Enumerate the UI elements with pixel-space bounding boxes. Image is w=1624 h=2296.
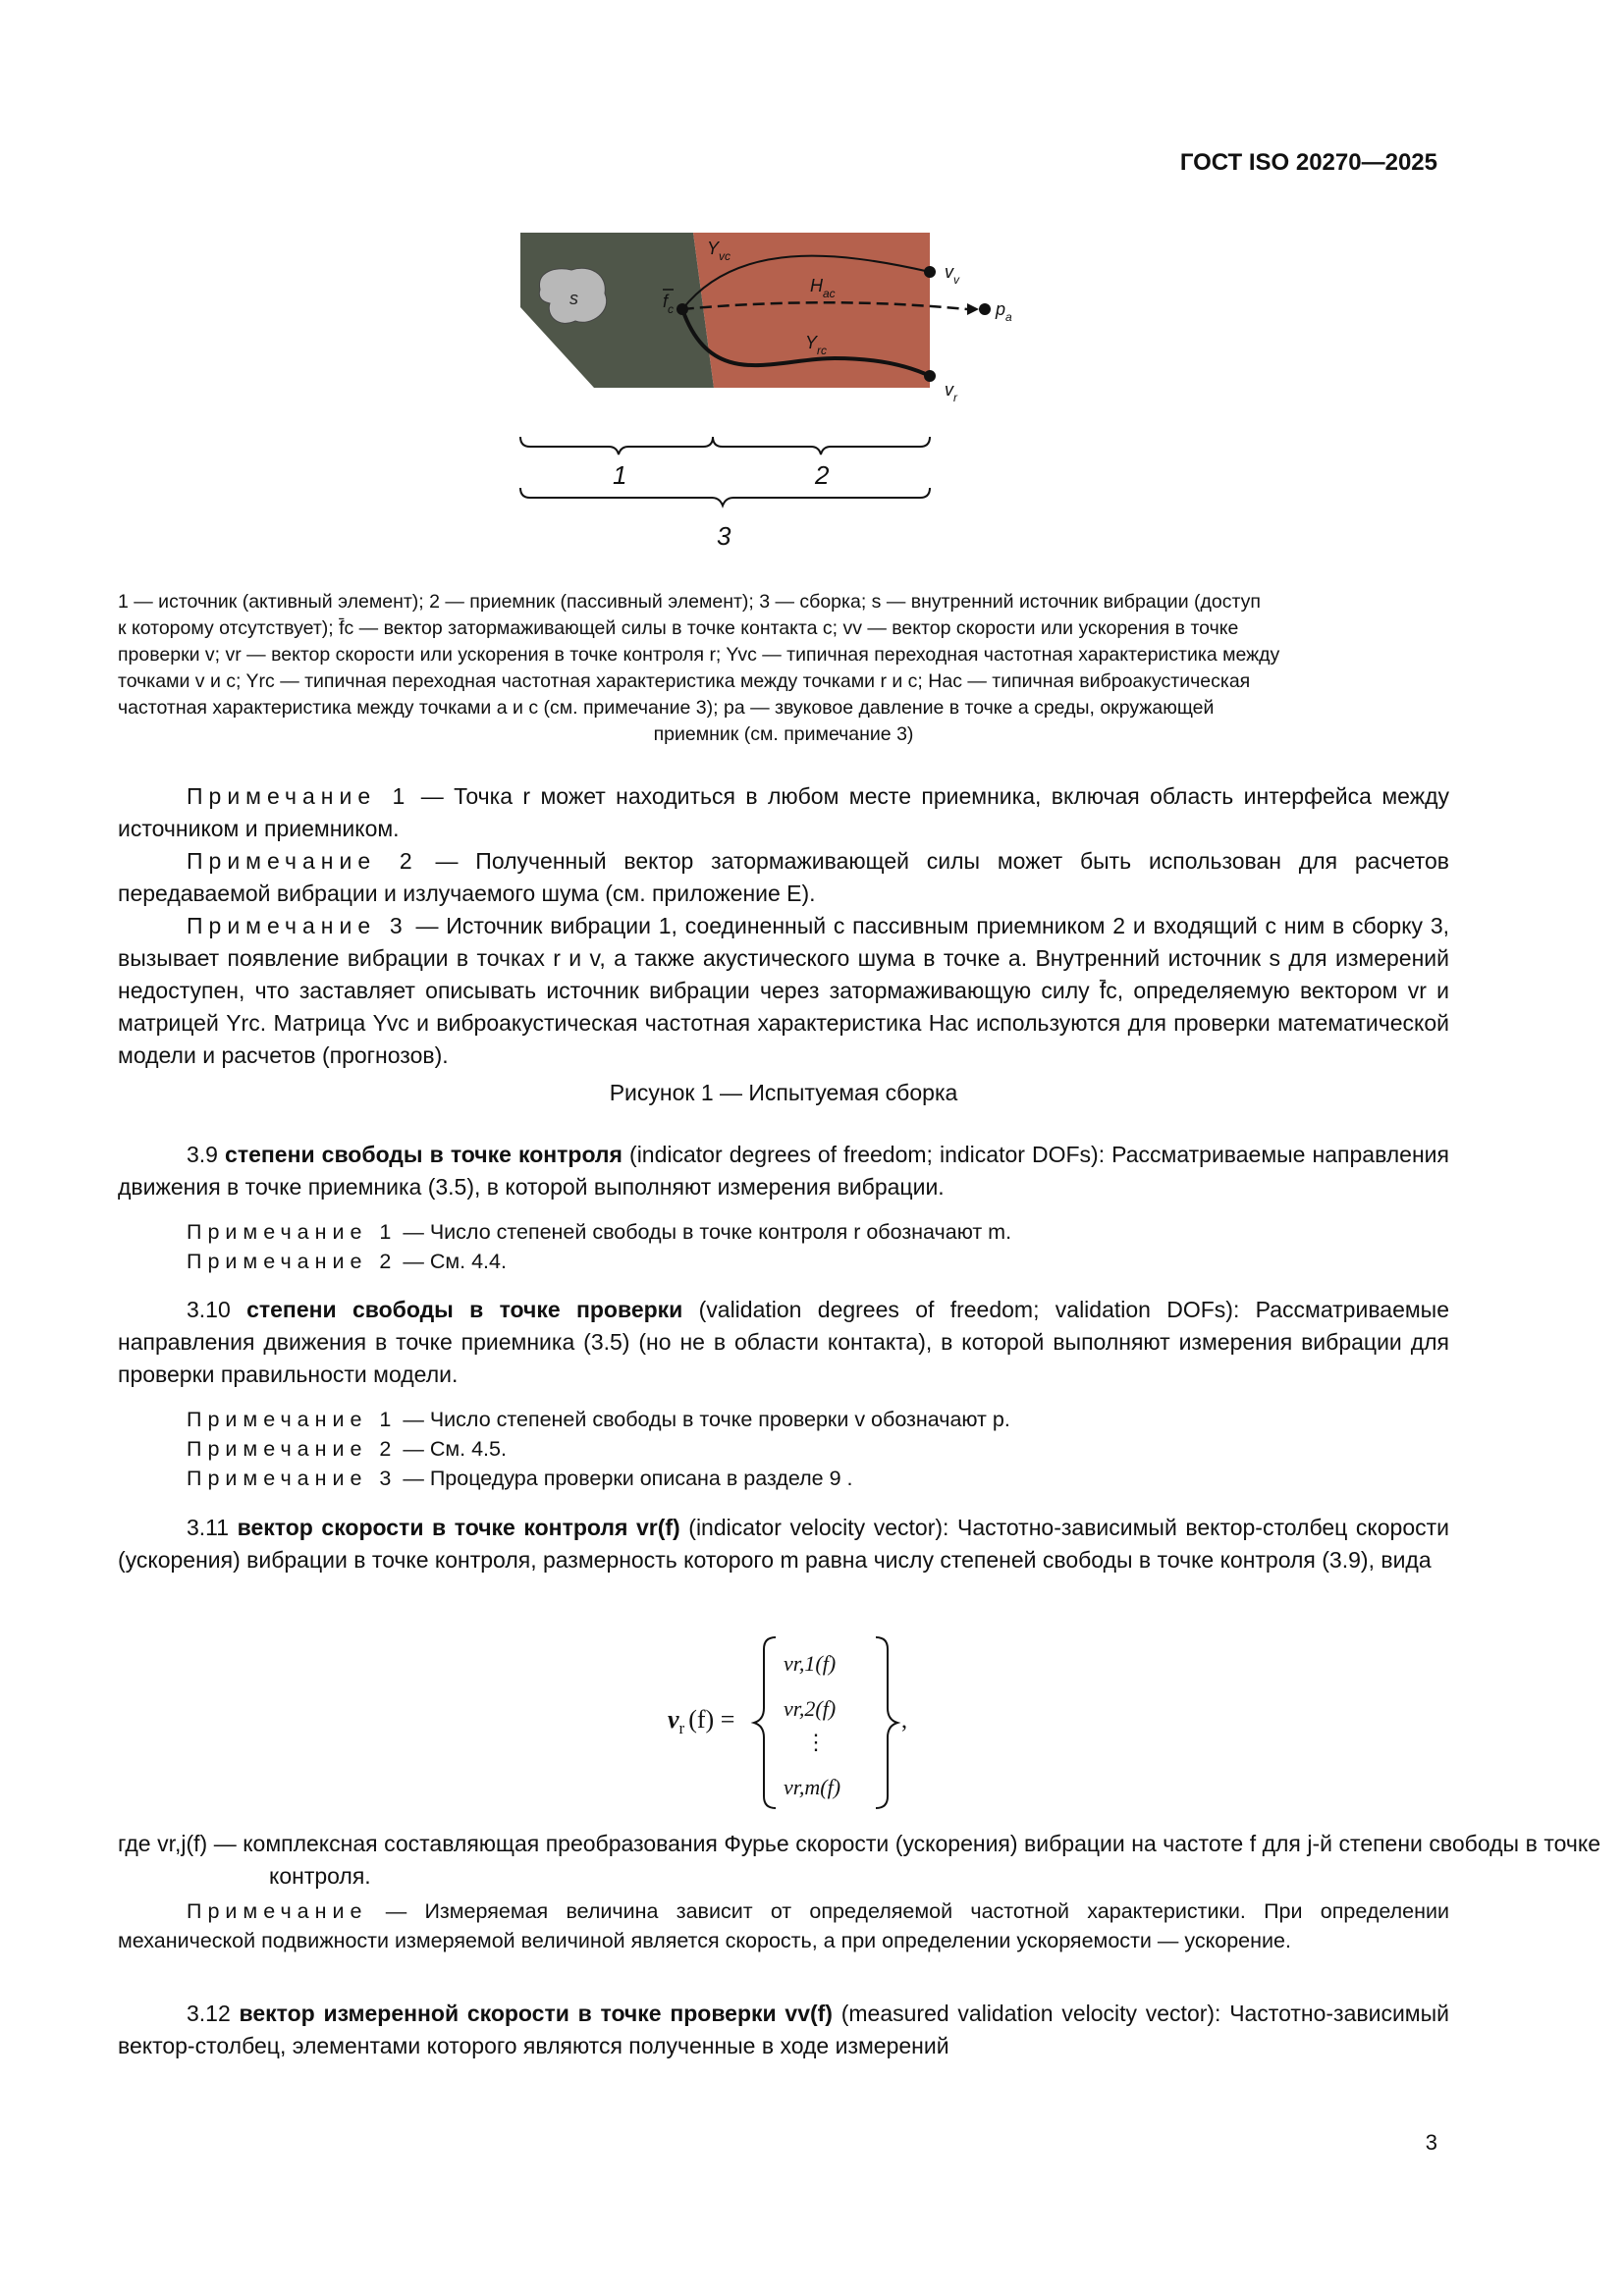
svg-text:,: , — [901, 1708, 907, 1734]
svg-text:vr,m(f): vr,m(f) — [784, 1775, 841, 1799]
note-3-11: Примечание — Измеряемая величина зависит от определяемой частотной характеристики. При определении механической подвижности измеряемой величиной является скорость, а при определении ускоряемости — ускорение. — [118, 1899, 1449, 1952]
note-3-10-1: Примечание 1 — Число степеней свободы в точке проверки v обозначают p. — [187, 1408, 1010, 1431]
svg-text:vr(f) =: $v_r$ (f) = — [668, 1705, 735, 1737]
note-3-10-2: Примечание 2 — См. 4.5. — [187, 1437, 507, 1461]
label-Yrc: $Y_{rc}$ — [805, 333, 828, 357]
legend-line: частотная характеристика между точками a и c (см. примечание 3); pa — звуковое давление в точке a среды, окружающей — [118, 697, 1215, 719]
label-Yvc: $Y_{vc}$ — [707, 239, 731, 263]
section-3-11: 3.11 вектор скорости в точке контроля vr(f) (indicator velocity vector): Частотно-зависимый вектор-столбец скорости (ускорения) вибрации в точке контроля, размерность которого m равна числу степеней свободы в точке контроля (3.9), вида — [118, 1515, 1449, 1573]
label-Hac: $H_{ac}$ — [810, 276, 836, 300]
label-brace-1: 1 — [613, 460, 627, 490]
note-3-10-3: Примечание 3 — Процедура проверки описана в разделе 9 . — [187, 1467, 853, 1490]
arrowhead-Hac — [967, 303, 979, 315]
svg-text:vr,2(f): vr,2(f) — [784, 1696, 837, 1721]
label-brace-3: 3 — [717, 521, 731, 551]
point-vr — [924, 370, 936, 382]
velocity-vector-formula — [668, 1629, 1041, 1816]
label-pa: $p_a$ — [996, 299, 1012, 324]
note-3-9-2: Примечание 2 — См. 4.4. — [187, 1250, 507, 1273]
brace-2 — [713, 437, 930, 454]
term-3-10: степени свободы в точке проверки — [246, 1297, 683, 1322]
label-brace-2: 2 — [815, 460, 830, 490]
legend-line: приемник (см. примечание 3) — [653, 723, 914, 745]
figure-legend — [118, 589, 1449, 748]
document-header: ГОСТ ISO 20270—2025 — [1179, 149, 1437, 176]
term-3-12: вектор измеренной скорости в точке проверки vv(f) — [239, 2001, 833, 2026]
label-s: s — [569, 289, 578, 308]
figure-note-2: Примечание 2 — Полученный вектор затормаживающей силы может быть использован для расчетов передаваемой вибрации и излучаемого шума (см. приложение E). — [118, 848, 1449, 906]
point-c — [677, 303, 688, 315]
legend-line: к которому отсутствует); f̄c — вектор затормаживающей силы в точке контакта c; vv — вектор скорости или ускорения в точке — [118, 617, 1239, 639]
legend-line: точками v и c; Yrc — типичная переходная частотная характеристика между точками r и c; Hac — типичная виброакустическая — [118, 670, 1251, 692]
figure-notes — [118, 780, 1449, 1072]
legend-line: проверки v; vr — вектор скорости или ускорения в точке контроля r; Yvc — типичная переходная частотная характеристика между — [118, 644, 1280, 666]
assembly-diagram — [511, 221, 1060, 555]
term-3-11: вектор скорости в точке контроля vr(f) — [237, 1515, 680, 1540]
page-number: 3 — [1425, 2130, 1437, 2155]
brace-3 — [520, 488, 930, 506]
label-fc: $f_c$ — [663, 292, 675, 316]
point-pa — [979, 303, 991, 315]
where-clause: где vr,j(f) — комплексная составляющая преобразования Фурье скорости (ускорения) вибрации на частоте f для j-й степени свободы в точке контроля. — [118, 1831, 1600, 1889]
figure-note-3: Примечание 3 — Источник вибрации 1, соединенный с пассивным приемником 2 и входящий с ним в сборку 3, вызывает появление вибрации в точках r и v, а также акустического шума в точке a. Внутренний источник s для измерений недоступен, что заставляет описывать источник вибрации через затормаживающую силу f̄c, определяемую вектором vr и матрицей Yrc. Матрица Yvc и виброакустическая частотная характеристика Hac используются для проверки математической модели и расчетов (прогнозов). — [118, 913, 1450, 1068]
section-3-10: 3.10 степени свободы в точке проверки (validation degrees of freedom; validation DOFs): Рассматриваемые направления движения в точке приемника (3.5) (но не в области контакта), в которой выполняют измерения вибрации для проверки правильности модели. — [118, 1297, 1449, 1387]
label-vr: $v_r$ — [945, 380, 957, 404]
brace-1 — [520, 437, 713, 454]
svg-text:vr,1(f): vr,1(f) — [784, 1651, 837, 1676]
svg-text:⋮: ⋮ — [805, 1730, 827, 1754]
legend-line: 1 — источник (активный элемент); 2 — приемник (пассивный элемент); 3 — сборка; s — внутренний источник вибрации (доступ — [118, 591, 1261, 613]
section-3-9: 3.9 степени свободы в точке контроля (indicator degrees of freedom; indicator DOFs): Рассматриваемые направления движения в точке приемника (3.5), в которой выполняют измерения вибрации. — [118, 1142, 1449, 1200]
note-3-9-1: Примечание 1 — Число степеней свободы в точке контроля r обозначают m. — [187, 1220, 1012, 1244]
point-vv — [924, 266, 936, 278]
label-vv: $v_v$ — [945, 262, 959, 287]
figure-note-1: Примечание 1 — Точка r может находиться в любом месте приемника, включая область интерфейса между источником и приемником. — [118, 783, 1449, 841]
term-3-9: степени свободы в точке контроля — [225, 1142, 623, 1167]
section-3-12: 3.12 вектор измеренной скорости в точке проверки vv(f) (measured validation velocity vector): Частотно-зависимый вектор-столбец, элементами которого являются полученные в ходе измерений — [118, 2001, 1450, 2058]
figure-title: Рисунок 1 — Испытуемая сборка — [609, 1080, 958, 1105]
